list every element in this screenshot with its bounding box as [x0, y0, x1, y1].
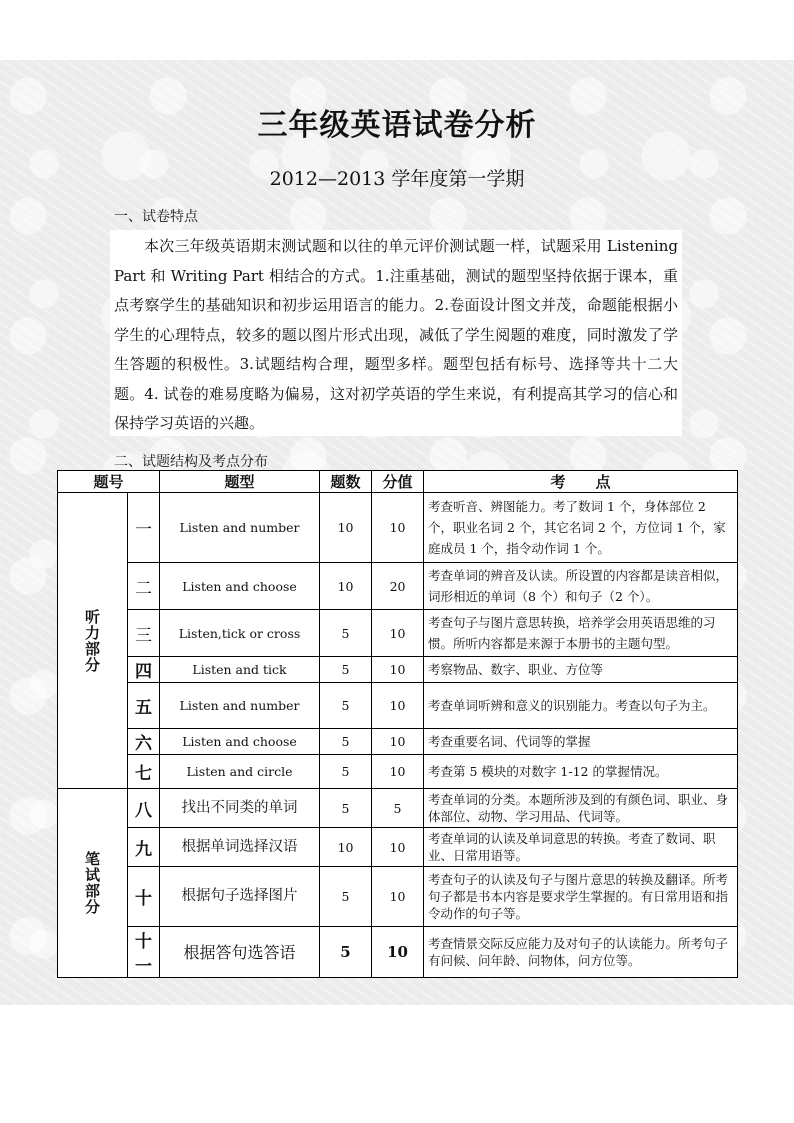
table-header-row — [58, 471, 738, 493]
row-topic: 考查重要名词、代词等的掌握 — [424, 729, 738, 755]
row-score: 10 — [372, 867, 424, 927]
row-no: 二 — [128, 563, 160, 610]
row-topic: 考查句子的认读及句子与图片意思的转换及翻译。所考句子都是书本内容是要求学生掌握的。有日常用语和指令动作的句子等。 — [424, 867, 738, 927]
row-type: Listen and choose — [160, 729, 320, 755]
row-no: 九 — [128, 828, 160, 867]
row-topic: 考查听音、辨图能力。考了数词 1 个，身体部位 2 个，职业名词 2 个，其它名词 2 个，方位词 1 个，家庭成员 1 个，指令动作词 1 个。 — [424, 493, 738, 563]
writing-section-label: 笔 试 部 分 — [58, 789, 128, 978]
row-topic: 考查情景交际反应能力及对句子的认读能力。所考句子有问候、问年龄、问物体，问方位等。 — [424, 927, 738, 978]
row-no: 十 — [128, 867, 160, 927]
table-row — [58, 828, 738, 867]
header-topic: 考 点 — [424, 471, 738, 493]
row-topic: 考查单词听辨和意义的识别能力。考查以句子为主。 — [424, 683, 738, 729]
intro-box — [110, 230, 682, 436]
row-count: 5 — [320, 755, 372, 789]
row-type: Listen,tick or cross — [160, 610, 320, 657]
table-row — [58, 927, 738, 978]
table-row — [58, 493, 738, 563]
section1-heading: 一、试卷特点 — [114, 209, 198, 225]
section2-heading: 二、试题结构及考点分布 — [114, 454, 268, 470]
row-topic: 考查第 5 模块的对数字 1-12 的掌握情况。 — [424, 755, 738, 789]
table-row — [58, 729, 738, 755]
row-type: Listen and number — [160, 683, 320, 729]
row-score: 10 — [372, 493, 424, 563]
table-row — [58, 563, 738, 610]
row-score: 10 — [372, 828, 424, 867]
table-row — [58, 755, 738, 789]
row-no: 三 — [128, 610, 160, 657]
table-row — [58, 610, 738, 657]
row-topic: 考察物品、数字、职业、方位等 — [424, 657, 738, 683]
row-score: 10 — [372, 683, 424, 729]
row-topic: 考查单词的辨音及认读。所设置的内容都是读音相似，词形相近的单词（8 个）和句子（2 个）。 — [424, 563, 738, 610]
row-score: 10 — [372, 657, 424, 683]
row-type: Listen and circle — [160, 755, 320, 789]
row-count: 5 — [320, 789, 372, 828]
header-count: 题数 — [320, 471, 372, 493]
table-row — [58, 657, 738, 683]
row-type: 根据单词选择汉语 — [160, 828, 320, 867]
intro-paragraph: 本次三年级英语期末测试题和以往的单元评价测试题一样，试题采用 Listening Part 和 Writing Part 相结合的方式。1.注重基础，测试的题型坚持依据于课本，重点考察学生的基础知识和初步运用语言的能力。2.卷面设计图文并茂，命题能根据小学生的心理特点，较多的题以图片形式出现，减低了学生阅题的难度，同时激发了学生答题的积极性。3.试题结构合理，题型多样。题型包括有标号、选择等共十二大题。4. 试卷的难易度略为偏易，这对初学英语的学生来说，有利提高其学习的信心和保持学习英语的兴趣。 — [114, 237, 678, 432]
page-title: 三年级英语试卷分析 — [257, 108, 537, 143]
table-row — [58, 789, 738, 828]
page-subtitle: 2012—2013 学年度第一学期 — [269, 168, 525, 190]
row-score: 10 — [372, 610, 424, 657]
row-no: 八 — [128, 789, 160, 828]
row-count: 5 — [320, 867, 372, 927]
row-count: 5 — [320, 610, 372, 657]
row-type: Listen and number — [160, 493, 320, 563]
row-count: 5 — [320, 657, 372, 683]
row-no: 一 — [128, 493, 160, 563]
row-type: 根据句子选择图片 — [160, 867, 320, 927]
row-score: 5 — [372, 789, 424, 828]
exam-structure-table — [57, 470, 738, 978]
row-count: 5 — [320, 683, 372, 729]
row-type: 找出不同类的单词 — [160, 789, 320, 828]
row-score: 10 — [372, 927, 424, 978]
table-row — [58, 683, 738, 729]
row-no: 五 — [128, 683, 160, 729]
row-topic: 考查句子与图片意思转换，培养学会用英语思维的习惯。所听内容都是来源于本册书的主题句型。 — [424, 610, 738, 657]
header-no: 题号 — [58, 471, 160, 493]
row-no: 十一 — [128, 927, 160, 978]
row-no: 四 — [128, 657, 160, 683]
row-count: 10 — [320, 493, 372, 563]
row-no: 七 — [128, 755, 160, 789]
row-score: 10 — [372, 729, 424, 755]
row-score: 10 — [372, 755, 424, 789]
row-type: Listen and tick — [160, 657, 320, 683]
table-row — [58, 867, 738, 927]
row-type: 根据答句选答语 — [160, 927, 320, 978]
header-type: 题型 — [160, 471, 320, 493]
row-topic: 考查单词的认读及单词意思的转换。考查了数词、职业、日常用语等。 — [424, 828, 738, 867]
row-count: 10 — [320, 828, 372, 867]
row-count: 5 — [320, 729, 372, 755]
row-count: 5 — [320, 927, 372, 978]
header-score: 分值 — [372, 471, 424, 493]
row-score: 20 — [372, 563, 424, 610]
row-count: 10 — [320, 563, 372, 610]
listening-section-label: 听 力 部 分 — [58, 493, 128, 789]
row-no: 六 — [128, 729, 160, 755]
row-topic: 考查单词的分类。本题所涉及到的有颜色词、职业、身体部位、动物、学习用品、代词等。 — [424, 789, 738, 828]
row-type: Listen and choose — [160, 563, 320, 610]
